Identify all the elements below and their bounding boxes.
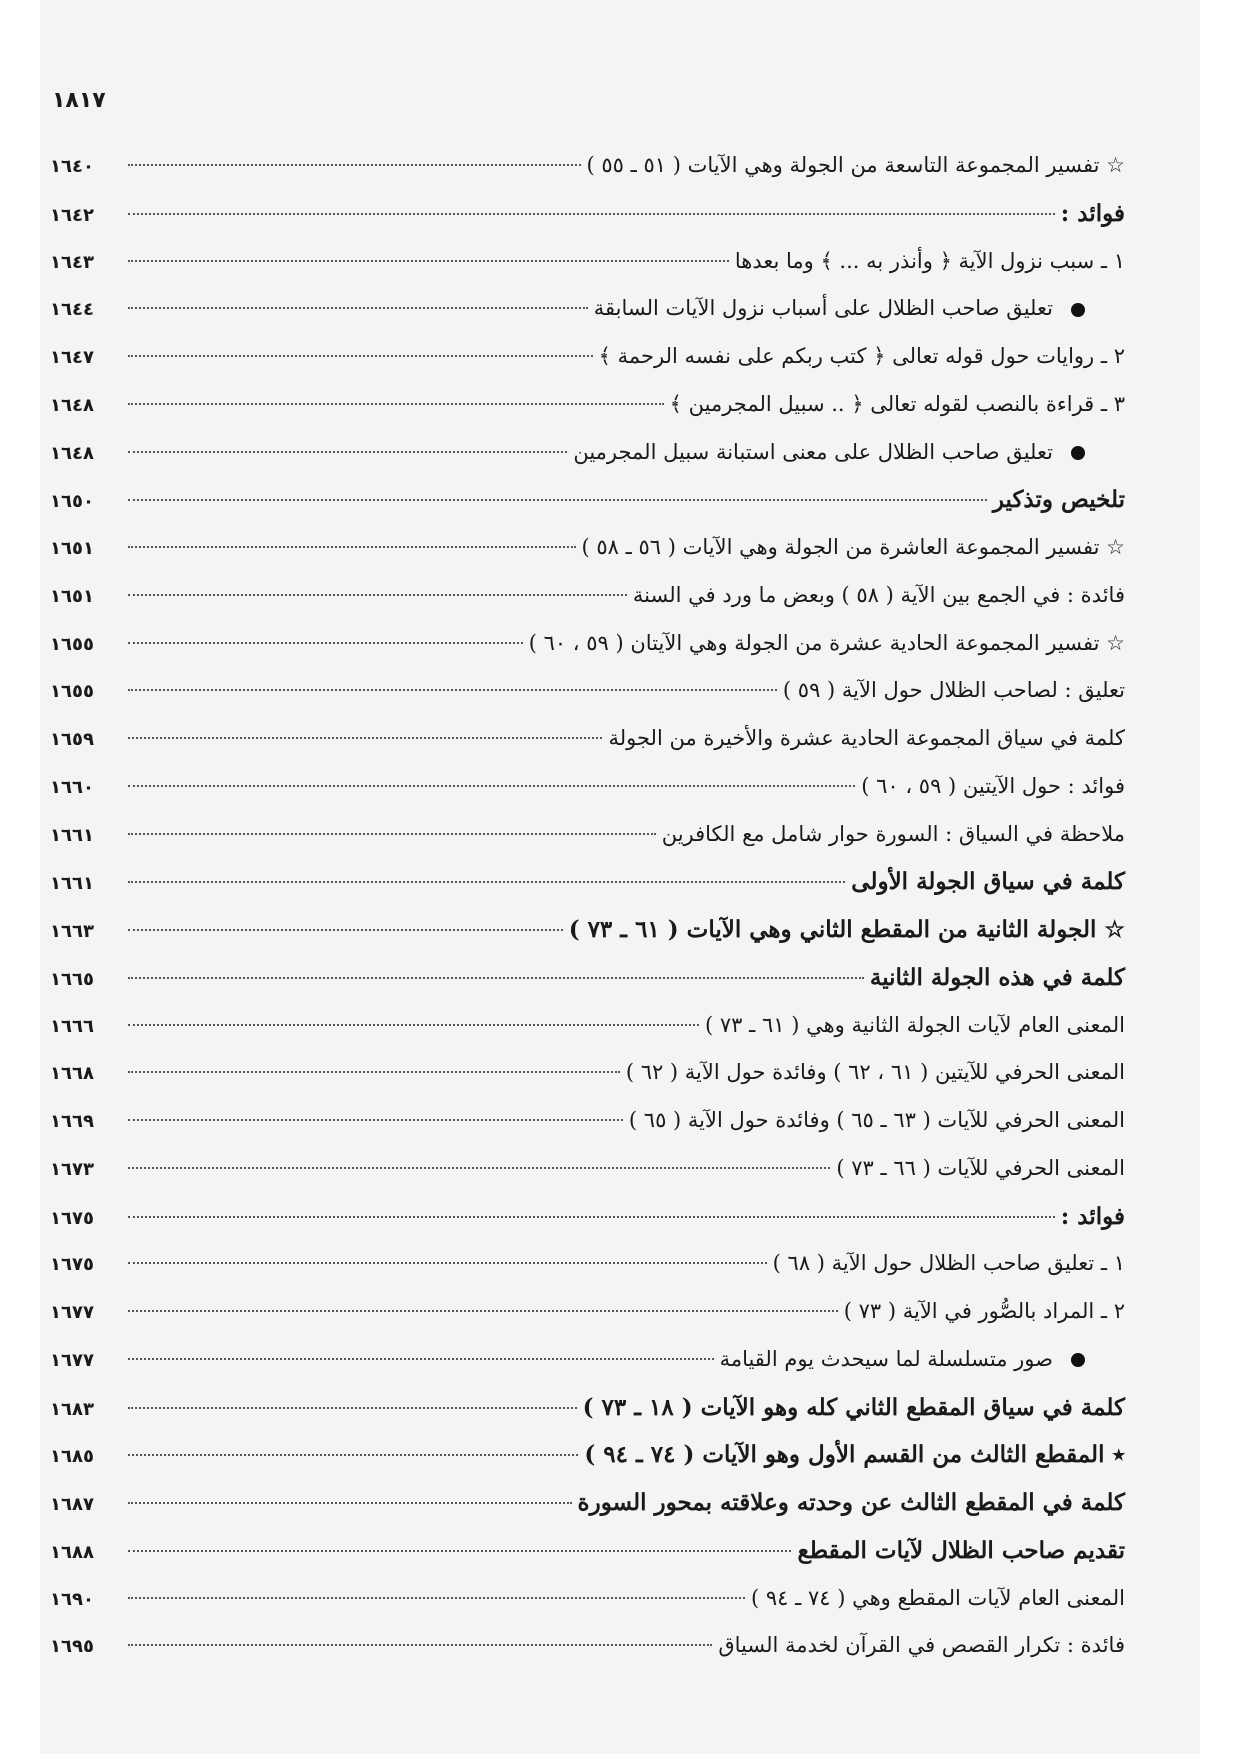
toc-entry-page: ١٦٦١ bbox=[50, 873, 94, 895]
toc-row bbox=[50, 1479, 1125, 1527]
dot-leader bbox=[128, 1550, 791, 1552]
toc-entry-title bbox=[797, 1527, 1125, 1575]
dot-leader bbox=[128, 1310, 838, 1312]
dot-leader bbox=[128, 1167, 830, 1169]
toc-entry-text: ١ ـ تعليق صاحب الظلال حول الآية ( ٦٨ ) bbox=[772, 1251, 1125, 1276]
toc-entry-title bbox=[1061, 190, 1125, 238]
toc-entry-page: ١٦٦٦ bbox=[50, 1015, 94, 1037]
toc-entry-title bbox=[578, 1479, 1125, 1527]
toc-entry-title bbox=[1061, 1193, 1125, 1241]
toc-entry-text: ☆ الجولة الثانية من المقطع الثاني وهي الآيات ( ٦١ ـ ٧٣ ) bbox=[568, 916, 1125, 943]
toc-entry-text: ١ ـ سبب نزول الآية ﴿ وأنذر به ... ﴾ وما بعدها bbox=[734, 248, 1125, 273]
dot-leader bbox=[128, 594, 627, 596]
toc-entry-title bbox=[844, 1288, 1125, 1336]
dot-leader bbox=[128, 1262, 767, 1264]
toc-entry-page: ١٦٦٠ bbox=[50, 776, 94, 798]
toc-row bbox=[50, 1049, 1125, 1097]
toc-entry-text: كلمة في هذه الجولة الثانية bbox=[869, 963, 1125, 991]
toc-row bbox=[50, 1288, 1125, 1336]
toc-entry-text: المعنى الحرفي للآيات ( ٦٦ ـ ٧٣ ) bbox=[836, 1155, 1125, 1180]
toc-entry-title bbox=[751, 1575, 1125, 1623]
toc-entry-text: تعليق : لصاحب الظلال حول الآية ( ٥٩ ) bbox=[782, 678, 1125, 703]
toc-entry-page: ١٦٧٣ bbox=[50, 1158, 94, 1180]
dot-leader bbox=[128, 977, 864, 979]
toc-entry-text: ☆ تفسير المجموعة العاشرة من الجولة وهي الآيات ( ٥٦ ـ ٥٨ ) bbox=[581, 535, 1125, 559]
toc-entry-page: ١٦٥١ bbox=[50, 538, 94, 559]
toc-entry-text: ٢ ـ روايات حول قوله تعالى ﴿ كتب ربكم على نفسه الرحمة ﴾ bbox=[598, 344, 1125, 368]
toc-entry-text: ٭ المقطع الثالث من القسم الأول وهو الآيات ( ٧٤ ـ ٩٤ ) bbox=[584, 1441, 1125, 1469]
toc-entry-text: المعنى الحرفي للآيات ( ٦٣ ـ ٦٥ ) وفائدة حول الآية ( ٦٥ ) bbox=[628, 1108, 1125, 1132]
toc-entry-page: ١٦٦٣ bbox=[50, 921, 94, 942]
toc-entry-text: فوائد : bbox=[1060, 199, 1125, 227]
toc-entry-text: ملاحظة في السياق : السورة حوار شامل مع الكافرين bbox=[661, 821, 1125, 846]
toc-entry-title bbox=[629, 1097, 1125, 1145]
toc-entry-page: ١٦٨٣ bbox=[50, 1398, 94, 1420]
toc-entry-title bbox=[573, 429, 1125, 477]
page-number: ١٨١٧ bbox=[52, 88, 106, 113]
toc-entry-page: ١٦٥٥ bbox=[50, 681, 94, 703]
toc-row bbox=[50, 1384, 1125, 1432]
dot-leader bbox=[128, 1407, 577, 1409]
dot-leader bbox=[128, 307, 588, 309]
toc-row bbox=[50, 572, 1125, 620]
toc-entry-title bbox=[662, 811, 1125, 859]
toc-entry-title bbox=[851, 858, 1125, 906]
dot-leader bbox=[128, 355, 593, 357]
toc-row bbox=[50, 429, 1125, 477]
toc-entry-title bbox=[587, 142, 1125, 190]
toc-entry-page: ١٦٧٧ bbox=[50, 1302, 94, 1323]
toc-entry-page: ١٦٥٩ bbox=[50, 729, 94, 750]
dot-leader bbox=[128, 689, 777, 691]
toc-entry-title bbox=[599, 333, 1125, 381]
toc-row bbox=[50, 1622, 1125, 1670]
dot-leader bbox=[128, 1597, 745, 1599]
dot-leader bbox=[128, 642, 523, 644]
toc-row bbox=[50, 333, 1125, 381]
dot-leader bbox=[128, 1644, 712, 1646]
toc-entry-title bbox=[735, 238, 1125, 286]
toc-row bbox=[50, 811, 1125, 859]
toc-entry-text: ☆ تفسير المجموعة الحادية عشرة من الجولة وهي الآيتان ( ٥٩ ، ٦٠ ) bbox=[528, 630, 1125, 655]
toc-entry-text: المعنى العام لآيات الجولة الثانية وهي ( ٦١ ـ ٧٣ ) bbox=[705, 1012, 1125, 1037]
dot-leader bbox=[128, 1119, 623, 1121]
toc-entry-text: فوائد : bbox=[1060, 1202, 1125, 1230]
document-page bbox=[40, 0, 1200, 1754]
toc-row bbox=[50, 1431, 1125, 1479]
toc-row bbox=[50, 381, 1125, 429]
dot-leader bbox=[128, 1216, 1055, 1218]
toc-entry-title bbox=[993, 476, 1125, 524]
toc-row bbox=[50, 1145, 1125, 1193]
toc-entry-page: ١٦٦٥ bbox=[50, 968, 94, 990]
toc-entry-text: تقديم صاحب الظلال لآيات المقطع bbox=[797, 1536, 1125, 1564]
toc-entry-title bbox=[633, 572, 1125, 620]
toc-entry-page: ١٦٤٨ bbox=[50, 442, 94, 464]
toc-entry-page: ١٦٦٨ bbox=[50, 1063, 94, 1085]
toc-row bbox=[50, 1097, 1125, 1145]
toc-row bbox=[50, 954, 1125, 1002]
toc-entry-page: ١٦٨٧ bbox=[50, 1494, 94, 1515]
toc-entry-text: ٢ ـ المراد بالصُّور في الآية ( ٧٣ ) bbox=[843, 1299, 1125, 1323]
toc-entry-title bbox=[870, 954, 1125, 1002]
toc-entry-page: ١٦٤٣ bbox=[50, 251, 94, 273]
dot-leader bbox=[128, 1502, 572, 1504]
toc-entry-text: ٣ ـ قراءة بالنصب لقوله تعالى ﴿ .. سبيل المجرمين ﴾ bbox=[669, 391, 1125, 416]
toc-entry-page: ١٦٦٩ bbox=[50, 1111, 94, 1132]
toc-entry-text: صور متسلسلة لما سيحدث يوم القيامة bbox=[719, 1346, 1053, 1371]
toc-row bbox=[50, 1193, 1125, 1241]
toc-entry-text: تلخيص وتذكير bbox=[992, 486, 1125, 514]
toc-entry-page: ١٦٨٨ bbox=[50, 1541, 94, 1563]
toc-row bbox=[50, 667, 1125, 715]
toc-entry-title bbox=[626, 1049, 1125, 1097]
toc-entry-title bbox=[861, 763, 1125, 811]
dot-leader bbox=[128, 737, 602, 739]
toc-row bbox=[50, 1240, 1125, 1288]
toc-row bbox=[50, 190, 1125, 238]
toc-entry-page: ١٦٨٥ bbox=[50, 1446, 94, 1468]
toc-entry-title bbox=[584, 1431, 1125, 1479]
toc-entry-page: ١٦٧٥ bbox=[50, 1207, 94, 1229]
table-of-contents bbox=[50, 142, 1125, 1670]
dot-leader bbox=[128, 1024, 699, 1026]
toc-entry-text: المعنى الحرفي للآيتين ( ٦١ ، ٦٢ ) وفائدة حول الآية ( ٦٢ ) bbox=[625, 1060, 1125, 1085]
dot-leader bbox=[128, 929, 563, 931]
toc-entry-title bbox=[594, 285, 1125, 333]
toc-entry-page: ١٦٦١ bbox=[50, 824, 94, 846]
dot-leader bbox=[128, 833, 656, 835]
dot-leader bbox=[128, 260, 729, 262]
toc-row bbox=[50, 1527, 1125, 1575]
bullet-icon bbox=[1071, 1353, 1085, 1367]
toc-entry-page: ١٦٤٧ bbox=[50, 347, 94, 368]
toc-entry-page: ١٦٥١ bbox=[50, 585, 94, 607]
bullet-icon bbox=[1071, 446, 1085, 460]
toc-row bbox=[50, 524, 1125, 572]
toc-entry-text: ☆ تفسير المجموعة التاسعة من الجولة وهي الآيات ( ٥١ ـ ٥٥ ) bbox=[586, 153, 1125, 177]
toc-entry-page: ١٦٧٧ bbox=[50, 1349, 94, 1371]
toc-row bbox=[50, 1002, 1125, 1050]
toc-entry-title bbox=[836, 1145, 1125, 1193]
dot-leader bbox=[128, 499, 987, 501]
toc-entry-title bbox=[783, 667, 1125, 715]
toc-entry-text: كلمة في سياق المجموعة الحادية عشرة والأخيرة من الجولة bbox=[608, 726, 1125, 750]
toc-entry-text: كلمة في المقطع الثالث عن وحدته وعلاقته بمحور السورة bbox=[577, 1489, 1125, 1516]
dot-leader bbox=[128, 213, 1055, 215]
toc-entry-title bbox=[583, 1384, 1125, 1432]
dot-leader bbox=[128, 785, 855, 787]
dot-leader bbox=[128, 403, 664, 405]
toc-entry-text: فائدة : تكرار القصص في القرآن لخدمة السياق bbox=[718, 1633, 1125, 1658]
dot-leader bbox=[128, 1454, 578, 1456]
toc-entry-text: فوائد : حول الآيتين ( ٥٩ ، ٦٠ ) bbox=[861, 773, 1125, 798]
dot-leader bbox=[128, 1358, 714, 1360]
dot-leader bbox=[128, 1071, 620, 1073]
toc-entry-text: فائدة : في الجمع بين الآية ( ٥٨ ) وبعض ما ورد في السنة bbox=[632, 582, 1125, 607]
toc-entry-text: تعليق صاحب الظلال على معنى استبانة سبيل المجرمين bbox=[573, 439, 1053, 464]
toc-entry-page: ١٦٥٠ bbox=[50, 491, 94, 513]
toc-entry-title bbox=[529, 620, 1125, 668]
toc-row bbox=[50, 1575, 1125, 1623]
toc-entry-page: ١٦٧٥ bbox=[50, 1254, 94, 1276]
toc-entry-title bbox=[720, 1336, 1125, 1384]
dot-leader bbox=[128, 881, 845, 883]
toc-entry-page: ١٦٤٠ bbox=[50, 156, 94, 177]
toc-entry-page: ١٦٤٨ bbox=[50, 394, 94, 416]
toc-entry-title bbox=[718, 1622, 1125, 1670]
toc-row bbox=[50, 238, 1125, 286]
toc-entry-page: ١٦٤٢ bbox=[50, 204, 94, 226]
toc-entry-text: كلمة في سياق المقطع الثاني كله وهو الآيات ( ١٨ ـ ٧٣ ) bbox=[582, 1393, 1125, 1421]
bullet-icon bbox=[1071, 303, 1085, 317]
toc-entry-page: ١٦٩٠ bbox=[50, 1588, 94, 1610]
toc-row bbox=[50, 858, 1125, 906]
toc-row bbox=[50, 715, 1125, 763]
toc-entry-text: كلمة في سياق الجولة الأولى bbox=[851, 868, 1125, 896]
toc-entry-title bbox=[670, 381, 1125, 429]
toc-entry-page: ١٦٤٤ bbox=[50, 299, 94, 321]
toc-row bbox=[50, 763, 1125, 811]
toc-row bbox=[50, 142, 1125, 190]
toc-row bbox=[50, 285, 1125, 333]
toc-entry-title bbox=[705, 1002, 1125, 1050]
toc-entry-page: ١٦٩٥ bbox=[50, 1636, 94, 1658]
toc-entry-text: المعنى العام لآيات المقطع وهي ( ٧٤ ـ ٩٤ ) bbox=[751, 1585, 1125, 1610]
dot-leader bbox=[128, 164, 581, 166]
toc-entry-title bbox=[569, 906, 1125, 954]
toc-entry-title bbox=[608, 715, 1125, 763]
toc-row bbox=[50, 620, 1125, 668]
dot-leader bbox=[128, 546, 576, 548]
toc-row bbox=[50, 476, 1125, 524]
toc-entry-page: ١٦٥٥ bbox=[50, 633, 94, 655]
toc-entry-title bbox=[582, 524, 1125, 572]
toc-row bbox=[50, 1336, 1125, 1384]
toc-entry-text: تعليق صاحب الظلال على أسباب نزول الآيات السابقة bbox=[593, 296, 1053, 321]
toc-entry-title bbox=[773, 1240, 1125, 1288]
toc-row bbox=[50, 906, 1125, 954]
dot-leader bbox=[128, 451, 567, 453]
